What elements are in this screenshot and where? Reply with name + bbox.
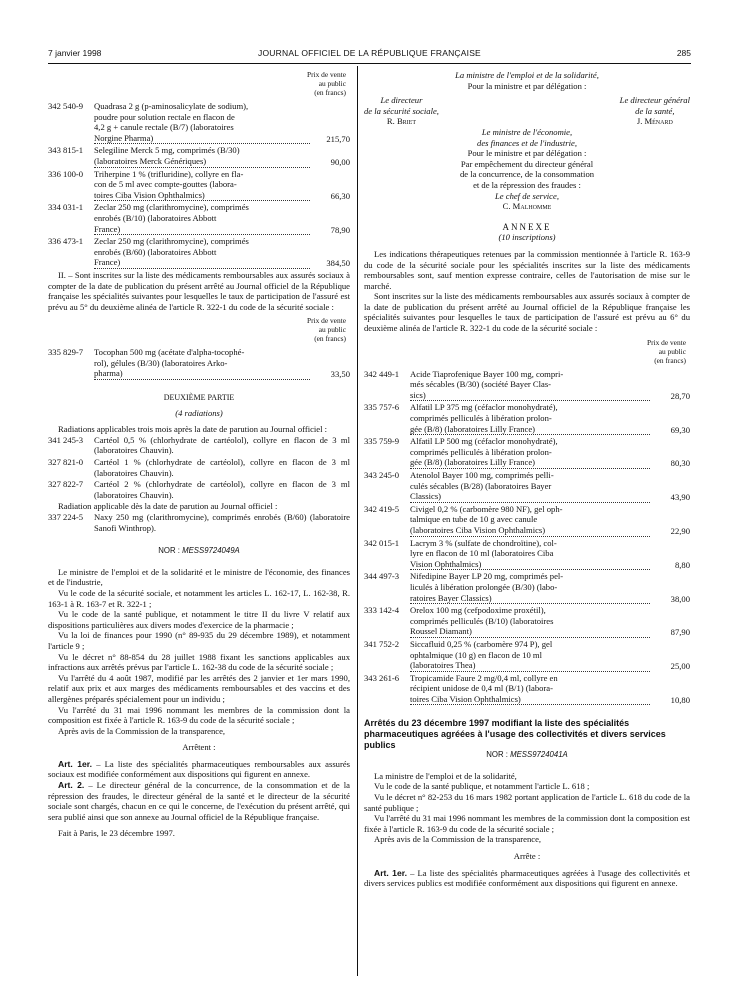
list-item: 335 829-7 Tocophan 500 mg (acétate d'alpha-tocophé- rol), gélules (B/30) (laboratoires Arko- pharma) 33,50: [48, 347, 350, 380]
signature-right: Le directeur général de la santé, J. Ménard: [619, 95, 690, 127]
list-item: 343 261-6 Tropicamide Faure 2 mg/0,4 ml, collyre en récipient unidose de 0,4 ml (B/1) (labora- toires Ciba Vision Ophthalmics) 10,80: [364, 672, 690, 705]
paragraph-ii: II. – Sont inscrites sur la liste des médicaments remboursables aux assurés sociaux à compter de la date de publication du présent arrêté au Journal officiel de la République française les spécialités suivantes pour lesquelles le taux de participation de l'assuré est prévu au 5° du deuxième alinéa de l'article R. 322-1 du code de la sécurité sociale :: [48, 269, 350, 312]
article-1: Art. 1er. – La liste des spécialités pharmaceutiques remboursables aux assurés sociaux est modifiée conformément aux dispositions qui figurent en annexe.: [48, 758, 350, 780]
header-page-number: 285: [676, 48, 691, 58]
list-item: 335 759-9 Alfatil LP 500 mg (céfaclor monohydraté), comprimés pelliculés à libération prolon- gée (B/8) (laboratoires Lilly France) 80,30: [364, 436, 690, 469]
price: 33,50: [330, 369, 350, 380]
price: 215,70: [326, 133, 350, 144]
arretent: Arrêtent :: [182, 742, 216, 753]
header-date: 7 janvier 1998: [48, 48, 102, 58]
price-header: Prix de vente au public (en francs): [307, 70, 346, 97]
signature-left: Le directeur de la sécurité sociale, R. Briet: [364, 95, 439, 127]
price: 90,00: [330, 156, 350, 167]
radiation-intro-2: Radiation applicable dès la date de parution au Journal officiel :: [58, 501, 278, 512]
header-title: JOURNAL OFFICIEL DE LA RÉPUBLIQUE FRANÇAISE: [258, 48, 481, 58]
annexe-title: ANNEXE: [502, 221, 552, 232]
list-item: 327 821-0 Cartéol 1 % (chlorhydrate de cartéolol), collyre en flacon de 3 ml (laboratoires Chauvin).: [48, 457, 350, 478]
list-item: 327 822-7 Cartéol 2 % (chlorhydrate de cartéolol), collyre en flacon de 3 ml (laboratoires Chauvin).: [48, 479, 350, 500]
nor-reference: NOR : MESS9724049A: [158, 546, 240, 556]
list-item: 336 473-1 Zeclar 250 mg (clarithromycine), comprimés enrobés (B/60) (laboratoires Abbott France) 384,50: [48, 236, 350, 269]
header-rule: [48, 63, 691, 64]
price: 69,30: [670, 424, 690, 435]
price: 43,90: [670, 492, 690, 503]
price: 66,30: [330, 190, 350, 201]
radiation-intro: Radiations applicables trois mois après la date de parution au Journal officiel :: [58, 424, 328, 435]
drug-list-1: [48, 101, 350, 269]
preamble: La ministre de l'emploi et de la solidarité, Vu le code de la santé publique, et notamment l'article L. 618 ; Vu le décret n° 82-253 du 16 mars 1982 portant application de l'article L. 618 du code de la santé publique ; Vu l'arrêté du 31 mai 1996 nommant les membres de la commission dont la composition est fixée à l'article R. 163-9 du code de la sécurité sociale ; Après avis de la Commission de la transparence,: [364, 770, 690, 845]
price-header: Prix de vente au public (en francs): [647, 337, 686, 365]
price: 22,90: [670, 525, 690, 536]
price: 38,00: [670, 593, 690, 604]
annexe-drug-list: [364, 369, 690, 706]
minister-line: La ministre de l'emploi et de la solidarité,: [455, 70, 599, 80]
article-1: Art. 1er. – La liste des spécialités pharmaceutiques agréées à l'usage des collectivités et divers services publics est modifiée conformément aux dispositions qui figurent en annexe.: [364, 867, 690, 889]
article-2: Art. 2. – Le directeur général de la concurrence, de la consommation et de la répression des fraudes, le directeur général de la santé et le directeur de la sécurité sociale sont chargés, chacun en ce qui le concerne, de l'exécution du présent arrêté, qui sera publié ainsi que son annexe au Journal officiel de la République française.: [48, 780, 350, 822]
signatory-name: J. Ménard: [636, 116, 673, 127]
list-item: 342 015-1 Lacrym 3 % (sulfate de chondroïtine), col- lyre en flacon de 10 ml (laboratoires Ciba Vision Ophthalmics) 8,80: [364, 537, 690, 570]
price-header: Prix de vente au public (en francs): [307, 316, 346, 344]
nor-reference: NOR : MESS9724041A: [486, 750, 568, 760]
price: 78,90: [330, 224, 350, 235]
list-item: 334 031-1 Zeclar 250 mg (clarithromycine), comprimés enrobés (B/10) (laboratoires Abbott France) 78,90: [48, 202, 350, 235]
price: 87,90: [670, 627, 690, 638]
signature-block-2: Le ministre de l'économie, des finances et de l'industrie, Pour le ministre et par délégation : Par empêchement du directeur général de la concurrence, de la consommation et de la répression des fraudes : Le chef de service, C. Malhomme: [364, 127, 690, 212]
list-item: 335 757-6 Alfatil LP 375 mg (céfaclor monohydraté), comprimés pelliculés à libération prolon- gée (B/8) (laboratoires Lilly France) 69,30: [364, 402, 690, 435]
column-divider: [357, 66, 358, 976]
list-item: 341 752-2 Siccafluid 0,25 % (carbomère 974 P), gel ophtalmique (10 g) en flacon de 10 ml (laboratoires Thea) 25,00: [364, 638, 690, 672]
preamble: Le ministre de l'emploi et de la solidarité et le ministre de l'économie, des finances et de l'industrie, Vu le code de la sécurité sociale, et notamment les articles L. 162-17, L. 162-38, R. 163-1 à R. 163-7 et R. 322-1 ; Vu le code de la santé publique, et notamment le titre II du livre V relatif aux dispositions particulières aux divers modes d'exercice de la pharmacie ; Vu la loi de finances pour 1990 (n° 89-935 du 29 décembre 1989), et notamment l'article 9 ; Vu le décret n° 88-854 du 28 juillet 1988 fixant les sanctions applicables aux infractions aux arrêtés prévus par l'article L. 162-38 du code de la sécurité sociale ; Vu l'arrêté du 4 août 1987, modifié par les arrêtés des 2 janvier et 1er mars 1990, relatif aux prix et aux marges des médicaments remboursables et des vaccins et des allergènes préparés spécialement pour un individu ; Vu l'arrêté du 31 mai 1996 nommant les membres de la commission dont la composition est fixée à l'article R. 163-9 du code de la sécurité sociale ; Après avis de la Commission de la transparence,: [48, 566, 350, 736]
list-item: 333 142-4 Orelox 100 mg (cefpodoxime proxétil), comprimés pelliculés (B/10) (laboratoires Roussel Diamant) 87,90: [364, 605, 690, 638]
annexe-paragraph-2: Sont inscrites sur la liste des médicaments remboursables aux assurés sociaux à compter de la date de publication du présent arrêté au Journal officiel de la République française les spécialités suivantes pour lesquelles le taux de participation de l'assuré est prévu au 6° du deuxième alinéa de l'article R. 322-1 du code de la sécurité sociale :: [364, 291, 690, 334]
list-item: 343 245-0 Atenolol Bayer 100 mg, comprimés pelli- culés sécables (B/28) (laboratoires Bayer Classics) 43,90: [364, 470, 690, 503]
section-heading: Arrêtés du 23 décembre 1997 modifiant la liste des spécialités pharmaceutiques agréées à l'usage des collectivités et divers services publics: [364, 718, 666, 750]
arrete: Arrête :: [513, 851, 541, 861]
right-column: La ministre de l'emploi et de la solidarité, Pour la ministre et par délégation : Le directeur de la sécurité sociale, R. Briet Le directeur général de la santé, J. Ménard Le ministre de l'économie, des finances et de l'industrie, Pour le ministre et par délégation : Par empêchement du directeur général de la concurrence, de la consommation et de la répression des fraudes : Le chef de service, C. Malhomme ANNEXE (10 inscriptions) Les indications thérapeutiques retenues par la commission mentionnée à l'article R. 163-9 du code de la sécurité sociale pour les spécialités inscrites sur la liste des médicaments remboursables sont, sauf mention expresse contraire, celles de l'autorisation de mise sur le marché. Sont inscrites sur la liste des médicaments remboursables aux assurés sociaux à compter de la date de publication du présent arrêté au Journal officiel de la République française les spécialités suivantes pour lesquelles le taux de participation de l'assuré est prévu au 6° du deuxième alinéa de l'article R. 322-1 du code de la sécurité sociale : Prix de vente au public (en francs) 342 449-1 Acide Tiaprofenique Bayer 100 mg, compri- més sécables (B/30) (société Bayer Clas- sics) 28,70 335 757-6 Alfatil LP 375 mg (céfaclor monohydraté), comprimés pelliculés à libération prolon- gée (B/8) (laboratoires Lilly France) 69,30 335 759-9 Alfatil LP 500 mg (céfaclor monohydraté), comprimés pelliculés à libération prolon- gée (B/8) (laboratoires Lilly France) 80,30 343 245-0 Atenolol Bayer 100 mg, comprimés pelli- culés sécables (B/28) (laboratoires Bayer Classics) 43,90 342 419-5 Civigel 0,2 % (carbomère 980 NF), gel oph- talmique en tube de 10 g avec canule (laboratoires Ciba Vision Ophthalmics) 22,90 342 015-1 Lacrym 3 % (sulfate de chondroïtine), col- lyre en flacon de 10 ml (laboratoires Ciba Vision Ophthalmics) 8,80 344 497-3 Nifedipine Bayer LP 20 mg, comprimés pel- liculés à libération prolongée (B/30) (labo- ratoires Bayer Classics) 38,00 333 142-4 Orelox 100 mg (cefpodoxime proxétil), comprimés pelliculés (B/10) (laboratoires Roussel Diamant) 87,90 341 752-2 Siccafluid 0,25 % (carbomère 974 P), gel ophtalmique (10 g) en flacon de 10 ml (laboratoires Thea) 25,00 343 261-6 Tropicamide Faure 2 mg/0,4 ml, collyre en récipient unidose de 0,4 ml (B/1) (labora- toires Ciba Vision Ophthalmics) 10,80 Arrêtés du 23 décembre 1997 modifiant la liste des spécialités pharmaceutiques agréées à l'usage des collectivités et divers services publics NOR : MESS9724041A La ministre de l'emploi et de la solidarité, Vu le code de la santé publique, et notamment l'article L. 618 ; Vu le décret n° 82-253 du 16 mars 1982 portant application de l'article L. 618 du code de la santé publique ; Vu l'arrêté du 31 mai 1996 nommant les membres de la commission dont la composition est fixée à l'article R. 163-9 du code de la sécurité sociale ; Après avis de la Commission de la transparence, Arrête : Art. 1er. – La liste des spécialités pharmaceutiques agréées à l'usage des collectivités et divers services publics est modifiée conformément aux dispositions qui figurent en annexe.: [364, 70, 690, 889]
price: 8,80: [674, 559, 690, 570]
radiation-list: [48, 435, 350, 501]
annexe-subtitle: (10 inscriptions): [498, 232, 556, 243]
list-item: 342 449-1 Acide Tiaprofenique Bayer 100 mg, compri- més sécables (B/30) (société Bayer Clas- sics) 28,70: [364, 368, 690, 401]
fait-a-paris: Fait à Paris, le 23 décembre 1997.: [58, 828, 175, 839]
drug-list-2: [48, 347, 350, 380]
signatory-name: R. Briet: [386, 116, 417, 127]
price: 80,30: [670, 458, 690, 469]
list-item: 336 100-0 Triherpine 1 % (trifluridine), collyre en fla- con de 5 ml avec compte-gouttes (labora- toires Ciba Vision Ophthalmics) 66,30: [48, 168, 350, 201]
price: 28,70: [670, 390, 690, 401]
price: 25,00: [670, 661, 690, 672]
left-column: [48, 70, 350, 839]
page-header: [48, 48, 691, 62]
price: 384,50: [326, 258, 350, 269]
signatures: [364, 95, 690, 127]
price: 10,80: [670, 694, 690, 705]
annexe-paragraph-1: Les indications thérapeutiques retenues par la commission mentionnée à l'article R. 163-9 du code de la sécurité sociale pour les spécialités inscrites sur la liste des médicaments remboursables sont, sauf mention expresse contraire, celles de l'autorisation de mise sur le marché.: [364, 248, 690, 291]
list-item: 342 540-9 Quadrasa 2 g (p-aminosalicylate de sodium), poudre pour solution rectale en flacon de 4,2 g + canule rectale (B/7) (laboratoires Norgine Pharma) 215,70: [48, 101, 350, 144]
section-title: DEUXIÈME PARTIE: [163, 393, 235, 403]
list-item: 342 419-5 Civigel 0,2 % (carbomère 980 NF), gel oph- talmique en tube de 10 g avec canule (laboratoires Ciba Vision Ophthalmics) 22,90: [364, 503, 690, 536]
section-subtitle: (4 radiations): [175, 407, 223, 418]
list-item: 341 245-3 Cartéol 0,5 % (chlorhydrate de cartéolol), collyre en flacon de 3 ml (laboratoires Chauvin).: [48, 434, 350, 456]
list-item: 343 815-1 Selegiline Merck 5 mg, comprimés (B/30) (laboratoires Merck Génériques) 90,00: [48, 145, 350, 167]
radiation-list-2: [48, 512, 350, 533]
list-item: 344 497-3 Nifedipine Bayer LP 20 mg, comprimés pel- liculés à libération prolongée (B/30) (labo- ratoires Bayer Classics) 38,00: [364, 571, 690, 604]
signatory-name: C. Malhomme: [502, 201, 552, 212]
list-item: 337 224-5 Naxy 250 mg (clarithromycine), comprimés enrobés (B/60) (laboratoire Sanofi Winthrop).: [48, 512, 350, 533]
